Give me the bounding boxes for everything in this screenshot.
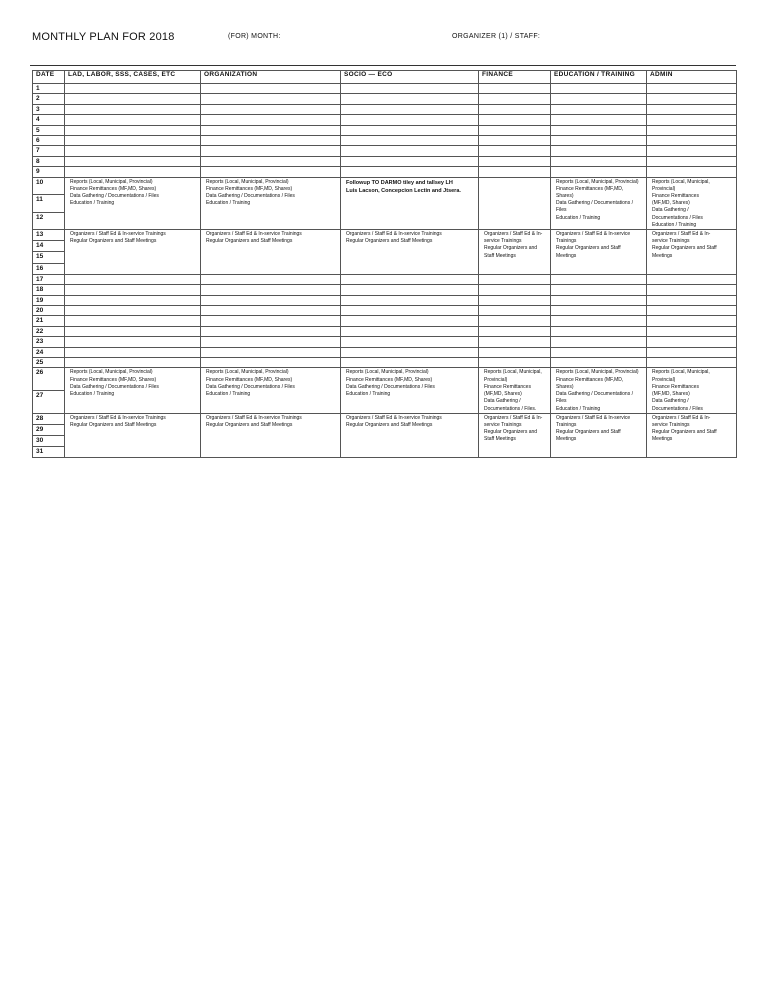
plan-item: Regular Organizers and Staff [652, 245, 717, 252]
plan-item: Regular Organizers and Staff [652, 429, 717, 436]
plan-cell-education [551, 347, 647, 357]
plan-cell-admin [647, 413, 737, 458]
table-row [33, 413, 737, 424]
plan-cell-organization [201, 136, 341, 146]
plan-cell-organization [201, 94, 341, 104]
date-cell: 6 [33, 136, 65, 146]
plan-cell-finance [479, 177, 551, 229]
plan-cell-finance [479, 274, 551, 284]
plan-cell-education [551, 125, 647, 135]
plan-item: Reports (Local, Municipal, [652, 369, 710, 376]
plan-item: Shares) [556, 383, 574, 390]
plan-cell-admin [647, 230, 737, 275]
plan-cell-education [551, 358, 647, 368]
plan-cell-finance [479, 337, 551, 347]
col-header-admin: ADMIN [647, 71, 737, 84]
date-cell: 26 [33, 368, 65, 391]
header-row [33, 71, 737, 84]
plan-cell-socio-eco [341, 295, 479, 305]
plan-item: Education / Training [346, 391, 391, 398]
date-cell: 2 [33, 94, 65, 104]
plan-item: Reports (Local, Municipal, Provincial) [70, 178, 153, 185]
plan-cell-finance [479, 316, 551, 326]
table-row [33, 368, 737, 391]
plan-cell-admin [647, 156, 737, 166]
plan-item: Staff Meetings [484, 252, 516, 259]
plan-cell-socio-eco [341, 358, 479, 368]
plan-cell-finance [479, 230, 551, 275]
plan-item: Data Gathering / Documentations / Files [206, 383, 295, 390]
plan-cell-finance [479, 104, 551, 114]
table-row [33, 125, 737, 135]
plan-cell-lad [65, 230, 201, 275]
organizer-label: ORGANIZER (1) / STAFF: [452, 33, 541, 40]
plan-cell-admin [647, 326, 737, 336]
plan-cell-organization [201, 295, 341, 305]
plan-cell-admin [647, 125, 737, 135]
table-row [33, 156, 737, 166]
plan-cell-finance [479, 136, 551, 146]
plan-item: Organizers / Staff Ed & In-service Trainings [70, 231, 166, 238]
plan-item: Data Gathering / Documentations / [556, 391, 633, 398]
plan-item: Regular Organizers and Staff [556, 429, 621, 436]
table-row [33, 337, 737, 347]
plan-item: Finance Remittances (MF,MD, Shares) [206, 376, 293, 383]
plan-cell-lad [65, 326, 201, 336]
date-cell: 10 [33, 177, 65, 194]
plan-cell-organization [201, 84, 341, 94]
date-cell: 28 [33, 413, 65, 424]
plan-item: Organizers / Staff Ed & In-service [556, 231, 631, 238]
plan-item: Organizers / Staff Ed & In-service Trainings [206, 231, 302, 238]
plan-cell-finance [479, 413, 551, 458]
plan-cell-finance [479, 306, 551, 316]
plan-cell-lad [65, 295, 201, 305]
plan-cell-finance [479, 295, 551, 305]
plan-cell-socio-eco [341, 115, 479, 125]
plan-item: Reports (Local, Municipal, Provincial) [206, 178, 289, 185]
plan-item: (MF,MD, Shares) [652, 391, 690, 398]
plan-cell-organization [201, 167, 341, 177]
table-row [33, 306, 737, 316]
table-row [33, 358, 737, 368]
monthly-plan-table [32, 70, 737, 458]
plan-cell-lad [65, 306, 201, 316]
date-cell: 13 [33, 230, 65, 241]
plan-cell-finance [479, 115, 551, 125]
date-cell: 24 [33, 347, 65, 357]
plan-cell-education [551, 274, 647, 284]
date-cell: 27 [33, 391, 65, 414]
plan-cell-organization [201, 115, 341, 125]
plan-cell-socio-eco [341, 167, 479, 177]
col-header-lad: LAD, LABOR, SSS, CASES, ETC [65, 71, 201, 84]
plan-item: Data Gathering / Documentations / Files [206, 193, 295, 200]
date-cell: 20 [33, 306, 65, 316]
table-row [33, 115, 737, 125]
date-cell: 16 [33, 263, 65, 274]
plan-item: Data Gathering / Documentations / Files [346, 383, 435, 390]
plan-item: Finance Remittances (MF,MD, [556, 376, 624, 383]
plan-cell-finance [479, 368, 551, 413]
date-cell: 30 [33, 436, 65, 447]
plan-cell-lad [65, 285, 201, 295]
plan-cell-socio-eco [341, 156, 479, 166]
plan-item: Reports (Local, Municipal, Provincial) [556, 178, 639, 185]
plan-cell-education [551, 146, 647, 156]
plan-cell-organization [201, 337, 341, 347]
plan-cell-socio-eco [341, 125, 479, 135]
plan-cell-organization [201, 347, 341, 357]
plan-cell-admin [647, 316, 737, 326]
plan-item: Data Gathering / [652, 398, 689, 405]
plan-item: Finance Remittances (MF,MD, Shares) [206, 185, 293, 192]
date-cell: 19 [33, 295, 65, 305]
plan-cell-lad [65, 146, 201, 156]
plan-item: Luis Lacson, Concepcion Lectin and Jtsera. [346, 187, 461, 194]
plan-item: Regular Organizers and Staff Meetings [70, 421, 157, 428]
table-row [33, 285, 737, 295]
plan-item: Organizers / Staff Ed & In- [652, 414, 711, 421]
table-row [33, 167, 737, 177]
plan-item: Staff Meetings [484, 436, 516, 443]
plan-cell-education [551, 285, 647, 295]
plan-item: Meetings [556, 252, 577, 259]
plan-item: Education / Training [70, 200, 115, 207]
plan-cell-admin [647, 136, 737, 146]
plan-cell-admin [647, 368, 737, 413]
plan-item: service Trainings [484, 238, 522, 245]
table-row [33, 84, 737, 94]
plan-cell-lad [65, 167, 201, 177]
plan-item: Regular Organizers and Staff Meetings [346, 238, 433, 245]
plan-item: Data Gathering / Documentations / Files [70, 193, 159, 200]
plan-cell-lad [65, 177, 201, 229]
plan-item: Finance Remittances (MF,MD, Shares) [70, 376, 157, 383]
plan-cell-lad [65, 115, 201, 125]
plan-cell-admin [647, 274, 737, 284]
plan-cell-education [551, 115, 647, 125]
plan-item: Reports (Local, Municipal, [652, 178, 710, 185]
plan-cell-admin [647, 337, 737, 347]
table-row [33, 316, 737, 326]
plan-cell-socio-eco [341, 413, 479, 458]
plan-cell-lad [65, 274, 201, 284]
date-cell: 4 [33, 115, 65, 125]
plan-item: Organizers / Staff Ed & In- [652, 231, 711, 238]
date-cell: 3 [33, 104, 65, 114]
col-header-education: EDUCATION / TRAINING [551, 71, 647, 84]
plan-cell-organization [201, 146, 341, 156]
plan-item: Reports (Local, Municipal, Provincial) [346, 369, 429, 376]
plan-cell-lad [65, 337, 201, 347]
plan-cell-lad [65, 368, 201, 413]
plan-item: Regular Organizers and [484, 245, 538, 252]
plan-item: Shares) [556, 193, 574, 200]
plan-cell-education [551, 413, 647, 458]
date-cell: 17 [33, 274, 65, 284]
plan-item: Finance Remittances (MF,MD, [556, 185, 624, 192]
plan-cell-education [551, 167, 647, 177]
plan-cell-socio-eco [341, 306, 479, 316]
date-cell: 11 [33, 195, 65, 212]
plan-item: Regular Organizers and Staff Meetings [346, 421, 433, 428]
plan-cell-education [551, 368, 647, 413]
date-cell: 14 [33, 241, 65, 252]
plan-cell-socio-eco [341, 84, 479, 94]
plan-cell-socio-eco [341, 146, 479, 156]
plan-cell-socio-eco [341, 94, 479, 104]
plan-cell-organization [201, 285, 341, 295]
plan-item: Education / Training [556, 214, 601, 221]
plan-cell-finance [479, 167, 551, 177]
col-header-organization: ORGANIZATION [201, 71, 341, 84]
plan-cell-organization [201, 413, 341, 458]
plan-cell-socio-eco [341, 347, 479, 357]
plan-cell-education [551, 136, 647, 146]
plan-cell-organization [201, 358, 341, 368]
plan-cell-finance [479, 125, 551, 135]
plan-item: Meetings [556, 436, 577, 443]
plan-item: Organizers / Staff Ed & In- [484, 231, 543, 238]
plan-item: Organizers / Staff Ed & In-service Trainings [70, 414, 166, 421]
plan-cell-finance [479, 94, 551, 104]
plan-cell-finance [479, 84, 551, 94]
plan-cell-admin [647, 104, 737, 114]
plan-cell-admin [647, 177, 737, 229]
plan-item: Finance Remittances [652, 383, 699, 390]
plan-item: Provincial) [652, 185, 676, 192]
plan-item: Finance Remittances [652, 193, 699, 200]
plan-cell-organization [201, 368, 341, 413]
plan-item: Reports (Local, Municipal, [484, 369, 542, 376]
plan-cell-organization [201, 274, 341, 284]
plan-item: Documentations / Files [652, 405, 703, 412]
table-row [33, 104, 737, 114]
plan-cell-admin [647, 115, 737, 125]
page-title: MONTHLY PLAN FOR 2018 [32, 31, 175, 43]
plan-cell-organization [201, 156, 341, 166]
plan-item: Organizers / Staff Ed & In-service [556, 414, 631, 421]
plan-cell-admin [647, 306, 737, 316]
plan-cell-admin [647, 358, 737, 368]
plan-item: Files [556, 207, 567, 214]
plan-item: Provincial) [652, 376, 676, 383]
plan-cell-socio-eco [341, 337, 479, 347]
table-row [33, 94, 737, 104]
plan-item: Education / Training [206, 391, 251, 398]
table-row [33, 295, 737, 305]
date-cell: 23 [33, 337, 65, 347]
plan-item: Finance Remittances (MF,MD, Shares) [346, 376, 433, 383]
plan-cell-education [551, 306, 647, 316]
table-row [33, 326, 737, 336]
plan-cell-socio-eco [341, 177, 479, 229]
table-row [33, 230, 737, 241]
date-cell: 18 [33, 285, 65, 295]
plan-item: Documentations / Files. [484, 405, 537, 412]
plan-cell-lad [65, 316, 201, 326]
date-cell: 29 [33, 424, 65, 435]
table-row [33, 146, 737, 156]
plan-cell-education [551, 316, 647, 326]
plan-cell-education [551, 230, 647, 275]
plan-item: Regular Organizers and Staff Meetings [206, 421, 293, 428]
plan-cell-socio-eco [341, 285, 479, 295]
plan-item: Regular Organizers and Staff Meetings [206, 238, 293, 245]
plan-item: Regular Organizers and [484, 429, 538, 436]
date-cell: 8 [33, 156, 65, 166]
plan-item: Reports (Local, Municipal, Provincial) [206, 369, 289, 376]
plan-item: Regular Organizers and Staff Meetings [70, 238, 157, 245]
date-cell: 21 [33, 316, 65, 326]
date-cell: 7 [33, 146, 65, 156]
plan-item: Meetings [652, 252, 673, 259]
plan-cell-finance [479, 285, 551, 295]
plan-cell-admin [647, 84, 737, 94]
month-label: (FOR) MONTH: [228, 33, 281, 40]
plan-cell-socio-eco [341, 316, 479, 326]
plan-cell-admin [647, 167, 737, 177]
plan-cell-finance [479, 358, 551, 368]
plan-cell-education [551, 337, 647, 347]
header-divider [30, 65, 736, 66]
plan-cell-finance [479, 347, 551, 357]
date-cell: 31 [33, 447, 65, 458]
plan-cell-socio-eco [341, 274, 479, 284]
plan-item: Documentations / Files [652, 214, 703, 221]
plan-item: Organizers / Staff Ed & In- [484, 414, 543, 421]
plan-cell-lad [65, 136, 201, 146]
table-row [33, 274, 737, 284]
date-cell: 25 [33, 358, 65, 368]
plan-item: Trainings [556, 238, 577, 245]
table-row [33, 347, 737, 357]
plan-item: Organizers / Staff Ed & In-service Trainings [346, 231, 442, 238]
plan-item: Reports (Local, Municipal, Provincial) [70, 369, 153, 376]
plan-item: Files [556, 398, 567, 405]
plan-item: Reports (Local, Municipal, Provincial) [556, 369, 639, 376]
plan-cell-organization [201, 316, 341, 326]
plan-cell-socio-eco [341, 326, 479, 336]
plan-item: Education / Training [70, 391, 115, 398]
plan-cell-lad [65, 358, 201, 368]
plan-cell-education [551, 104, 647, 114]
plan-cell-admin [647, 295, 737, 305]
plan-cell-socio-eco [341, 368, 479, 413]
plan-cell-organization [201, 306, 341, 316]
plan-cell-education [551, 326, 647, 336]
plan-item: Data Gathering / [652, 207, 689, 214]
plan-item: Data Gathering / Documentations / [556, 200, 633, 207]
date-cell: 5 [33, 125, 65, 135]
date-cell: 22 [33, 326, 65, 336]
plan-cell-lad [65, 94, 201, 104]
col-header-date: DATE [33, 71, 65, 84]
plan-cell-lad [65, 125, 201, 135]
plan-item: Provincial) [484, 376, 508, 383]
plan-item: (MF,MD, Shares) [484, 391, 522, 398]
col-header-socio-eco: SOCIO — ECO [341, 71, 479, 84]
plan-cell-finance [479, 156, 551, 166]
plan-cell-socio-eco [341, 230, 479, 275]
plan-item: Followup TO DARMO tiley and tallsey LH [346, 179, 453, 186]
plan-item: Regular Organizers and Staff [556, 245, 621, 252]
plan-item: Education / Training [556, 405, 601, 412]
plan-item: service Trainings [484, 421, 522, 428]
plan-cell-finance [479, 146, 551, 156]
plan-cell-lad [65, 347, 201, 357]
plan-cell-organization [201, 326, 341, 336]
plan-cell-organization [201, 177, 341, 229]
plan-item: Trainings [556, 421, 577, 428]
plan-cell-education [551, 94, 647, 104]
plan-cell-lad [65, 104, 201, 114]
date-cell: 1 [33, 84, 65, 94]
plan-cell-lad [65, 156, 201, 166]
plan-cell-organization [201, 125, 341, 135]
plan-cell-organization [201, 230, 341, 275]
plan-item: service Trainings [652, 421, 690, 428]
plan-cell-admin [647, 146, 737, 156]
plan-item: Organizers / Staff Ed & In-service Trainings [206, 414, 302, 421]
col-header-finance: FINANCE [479, 71, 551, 84]
plan-cell-education [551, 295, 647, 305]
plan-cell-education [551, 84, 647, 94]
plan-cell-organization [201, 104, 341, 114]
plan-item: Finance Remittances (MF,MD, Shares) [70, 185, 157, 192]
plan-cell-education [551, 156, 647, 166]
plan-cell-lad [65, 413, 201, 458]
table-row [33, 177, 737, 194]
plan-item: service Trainings [652, 238, 690, 245]
date-cell: 9 [33, 167, 65, 177]
date-cell: 12 [33, 212, 65, 229]
plan-cell-admin [647, 347, 737, 357]
plan-item: Meetings [652, 436, 673, 443]
plan-item: Education / Training [652, 221, 697, 228]
plan-cell-socio-eco [341, 136, 479, 146]
date-cell: 15 [33, 252, 65, 263]
plan-item: Education / Training [206, 200, 251, 207]
plan-cell-admin [647, 94, 737, 104]
plan-item: Data Gathering / Documentations / Files [70, 383, 159, 390]
plan-cell-socio-eco [341, 104, 479, 114]
plan-item: Data Gathering / [484, 398, 521, 405]
plan-item: Organizers / Staff Ed & In-service Trainings [346, 414, 442, 421]
plan-item: (MF,MD, Shares) [652, 200, 690, 207]
plan-cell-admin [647, 285, 737, 295]
table-row [33, 136, 737, 146]
plan-cell-lad [65, 84, 201, 94]
plan-cell-education [551, 177, 647, 229]
plan-item: Finance Remittances [484, 383, 531, 390]
plan-cell-finance [479, 326, 551, 336]
